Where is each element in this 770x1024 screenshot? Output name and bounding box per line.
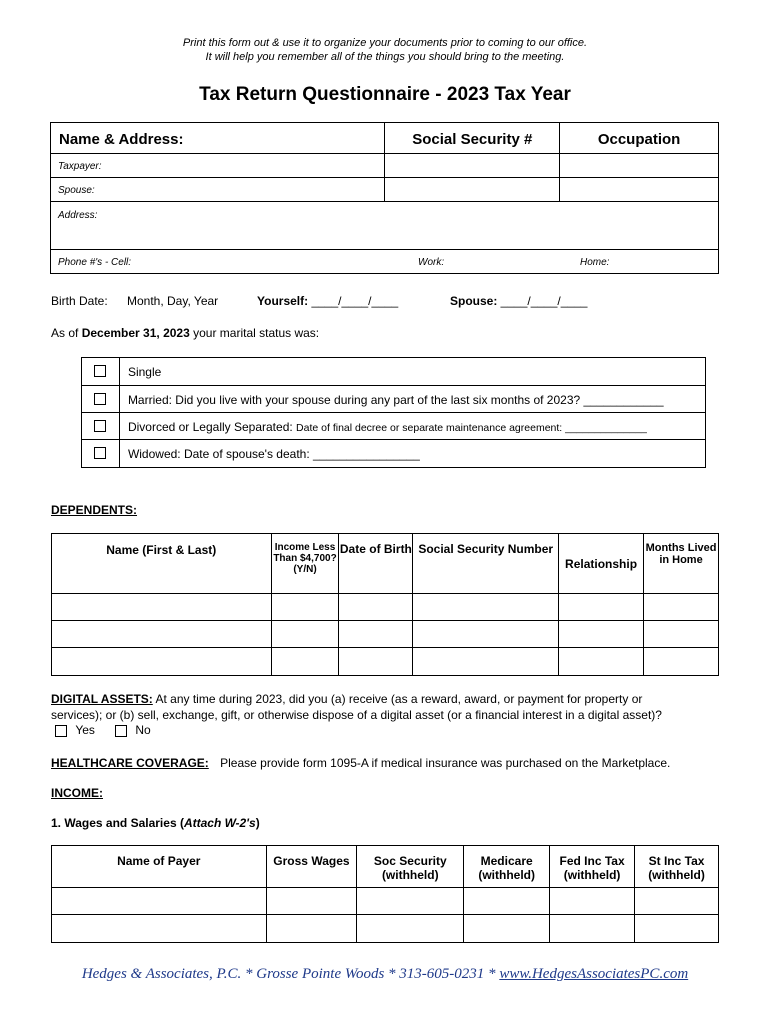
dependent-row (52, 621, 719, 648)
dep-dob-cell[interactable] (339, 621, 413, 648)
medicare-cell[interactable] (464, 915, 550, 943)
wages-heading-pre: 1. Wages and Salaries ( (51, 816, 184, 830)
dep-ssn-header: Social Security Number (413, 534, 559, 594)
divorced-detail: Date of final decree or separate maintenance agreement: ______________ (296, 422, 647, 434)
marital-intro-pre: As of (51, 326, 82, 340)
dep-dob-cell[interactable] (339, 594, 413, 621)
birth-date-format: Month, Day, Year (127, 294, 219, 308)
address-label: Address: (58, 210, 98, 221)
taxpayer-label: Taxpayer: (58, 161, 102, 172)
married-checkbox[interactable] (94, 393, 106, 405)
gross-cell[interactable] (266, 888, 357, 915)
soc-cell[interactable] (357, 915, 464, 943)
gross-cell[interactable] (266, 915, 357, 943)
spouse-ssn-field[interactable] (385, 178, 560, 202)
digital-assets-heading: DIGITAL ASSETS: (51, 692, 153, 706)
spouse-label: Spouse: (58, 185, 95, 196)
footer (0, 966, 770, 983)
dep-income-cell[interactable] (271, 621, 339, 648)
payer-cell[interactable] (52, 915, 267, 943)
payer-header: Name of Payer (52, 846, 267, 888)
state-tax-header: St Inc Tax (withheld) (635, 846, 719, 888)
dep-relationship-cell[interactable] (559, 594, 644, 621)
marital-intro (51, 326, 319, 340)
fed-cell[interactable] (550, 915, 635, 943)
dep-relationship-cell[interactable] (559, 621, 644, 648)
wages-attach: Attach W-2's (183, 816, 256, 830)
dep-name-header: Name (First & Last) (52, 534, 272, 594)
dep-income-cell[interactable] (271, 648, 339, 676)
digital-no-label: No (135, 723, 151, 737)
dependents-table (51, 533, 719, 676)
fed-cell[interactable] (550, 888, 635, 915)
divorced-checkbox-cell[interactable] (82, 413, 120, 440)
dep-ssn-cell[interactable] (413, 621, 559, 648)
gross-wages-header: Gross Wages (266, 846, 357, 888)
single-checkbox[interactable] (94, 365, 106, 377)
spouse-birth-blank: ____/____/____ (497, 294, 588, 308)
payer-cell[interactable] (52, 888, 267, 915)
digital-yes-checkbox[interactable] (55, 725, 67, 737)
fed-tax-header: Fed Inc Tax (withheld) (550, 846, 635, 888)
widowed-checkbox-cell[interactable] (82, 440, 120, 468)
digital-yes-label: Yes (75, 723, 95, 737)
dependents-heading: DEPENDENTS: (51, 503, 138, 517)
single-checkbox-cell[interactable] (82, 358, 120, 386)
wages-table (51, 845, 719, 943)
phone-work-label: Work: (418, 257, 445, 268)
dependent-row (52, 594, 719, 621)
digital-yes-option[interactable] (55, 723, 95, 737)
personal-info-table (50, 122, 719, 274)
taxpayer-occupation-field[interactable] (560, 154, 719, 178)
dep-dob-header: Date of Birth (339, 534, 413, 594)
birth-yourself[interactable] (257, 294, 398, 308)
wages-row (52, 888, 719, 915)
dep-income-header: Income Less Than $4,700? (Y/N) (271, 534, 339, 594)
wages-row (52, 915, 719, 943)
soc-cell[interactable] (357, 888, 464, 915)
married-checkbox-cell[interactable] (82, 386, 120, 413)
marital-intro-post: your marital status was: (189, 326, 320, 340)
occupation-header: Occupation (560, 123, 719, 154)
birth-spouse[interactable] (450, 294, 587, 308)
soc-security-header: Soc Security (withheld) (357, 846, 464, 888)
divorced-checkbox[interactable] (94, 420, 106, 432)
dep-name-cell[interactable] (52, 648, 272, 676)
taxpayer-ssn-field[interactable] (385, 154, 560, 178)
digital-no-checkbox[interactable] (115, 725, 127, 737)
dep-months-cell[interactable] (644, 648, 719, 676)
dep-months-cell[interactable] (644, 594, 719, 621)
digital-no-option[interactable] (115, 723, 151, 737)
wages-heading (51, 816, 260, 830)
divorced-option (119, 413, 705, 440)
dep-months-cell[interactable] (644, 621, 719, 648)
wages-heading-post: ) (255, 816, 260, 830)
medicare-header: Medicare (withheld) (464, 846, 550, 888)
name-address-header: Name & Address: (51, 123, 385, 154)
footer-website-link[interactable]: www.HedgesAssociatesPC.com (499, 966, 689, 982)
dep-ssn-cell[interactable] (413, 594, 559, 621)
yourself-blank: ____/____/____ (308, 294, 399, 308)
healthcare-text: Please provide form 1095-A if medical insurance was purchased on the Marketplace. (220, 756, 671, 770)
widowed-option: Widowed: Date of spouse's death: ________________ (119, 440, 705, 468)
birth-date-label: Birth Date: (51, 294, 108, 308)
page-title: Tax Return Questionnaire - 2023 Tax Year (199, 84, 571, 105)
phone-home-label: Home: (580, 257, 610, 268)
phone-cell-label: Phone #'s - Cell: (58, 257, 132, 268)
medicare-cell[interactable] (464, 888, 550, 915)
marital-status-table (81, 357, 706, 468)
dep-name-cell[interactable] (52, 621, 272, 648)
spouse-occupation-field[interactable] (560, 178, 719, 202)
dep-income-cell[interactable] (271, 594, 339, 621)
dep-name-cell[interactable] (52, 594, 272, 621)
digital-assets-block (51, 691, 741, 723)
single-option: Single (119, 358, 705, 386)
income-heading: INCOME: (51, 786, 103, 800)
widowed-checkbox[interactable] (94, 447, 106, 459)
instruction-line-1: Print this form out & use it to organize your documents prior to coming to our office. (182, 37, 588, 49)
footer-text: Hedges & Associates, P.C. * Grosse Pointe Woods * 313-605-0231 * (81, 966, 500, 982)
digital-assets-text1: At any time during 2023, did you (a) receive (as a reward, award, or payment for property or (152, 692, 643, 706)
state-cell[interactable] (635, 888, 719, 915)
spouse-field[interactable] (51, 178, 385, 202)
ssn-header: Social Security # (385, 123, 560, 154)
dep-relationship-header: Relationship (559, 534, 644, 594)
dep-dob-cell[interactable] (339, 648, 413, 676)
divorced-label: Divorced or Legally Separated: (127, 420, 293, 434)
dep-months-header: Months Lived in Home (644, 534, 719, 594)
instruction-line-2: It will help you remember all of the things you should bring to the meeting. (205, 51, 565, 63)
address-field[interactable] (51, 202, 719, 250)
healthcare-block (51, 756, 670, 770)
marital-intro-date: December 31, 2023 (81, 326, 190, 340)
married-option: Married: Did you live with your spouse during any part of the last six months of 2023? ____________ (119, 386, 705, 413)
spouse-birth-label: Spouse: (450, 294, 498, 308)
yourself-label: Yourself: (257, 294, 309, 308)
dep-ssn-cell[interactable] (413, 648, 559, 676)
phone-field[interactable] (51, 250, 719, 274)
state-cell[interactable] (635, 915, 719, 943)
healthcare-heading: HEALTHCARE COVERAGE: (51, 756, 209, 770)
dep-relationship-cell[interactable] (559, 648, 644, 676)
dependent-row (52, 648, 719, 676)
taxpayer-field[interactable] (51, 154, 385, 178)
digital-assets-text2: services); or (b) sell, exchange, gift, or otherwise dispose of a digital asset (or a financial interest in a digital asset)? (51, 708, 662, 722)
